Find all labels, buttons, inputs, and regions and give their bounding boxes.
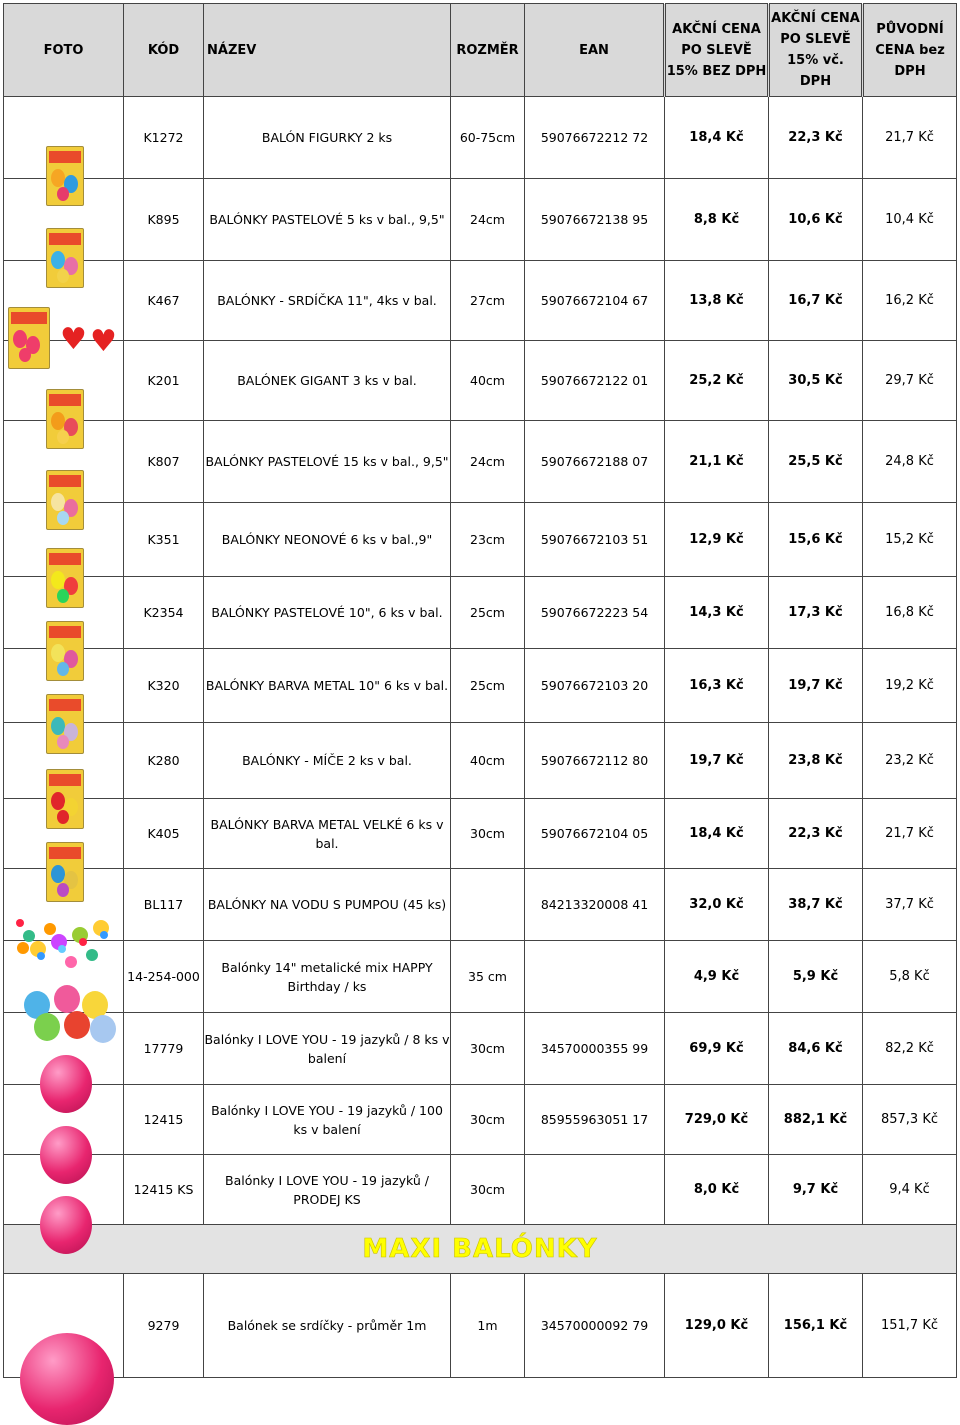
product-code: BL117 (124, 869, 204, 941)
product-code: K807 (124, 421, 204, 503)
price-sale-ex-vat: 18,4 Kč (665, 799, 769, 869)
product-ean (525, 1155, 665, 1225)
product-name: Balónky I LOVE YOU - 19 jazyků / 100 ks v balení (204, 1085, 451, 1155)
price-sale-inc-vat: 15,6 Kč (769, 503, 863, 577)
product-size (451, 869, 525, 941)
section-header-row (4, 1225, 957, 1274)
product-row (4, 869, 957, 941)
product-name: BALÓNKY PASTELOVÉ 10", 6 ks v bal. (204, 577, 451, 649)
price-sale-inc-vat: 84,6 Kč (769, 1013, 863, 1085)
price-sale-inc-vat: 882,1 Kč (769, 1085, 863, 1155)
product-size: 30cm (451, 1013, 525, 1085)
price-sale-ex-vat: 19,7 Kč (665, 723, 769, 799)
price-sale-inc-vat: 156,1 Kč (769, 1274, 863, 1378)
product-row (4, 799, 957, 869)
price-sale-ex-vat: 729,0 Kč (665, 1085, 769, 1155)
price-sale-inc-vat: 17,3 Kč (769, 577, 863, 649)
product-name: BALÓNKY BARVA METAL VELKÉ 6 ks v bal. (204, 799, 451, 869)
product-name: BALÓNKY BARVA METAL 10" 6 ks v bal. (204, 649, 451, 723)
col-akcni-vc-dph: AKČNÍ CENA PO SLEVĚ 15% vč. DPH (769, 4, 863, 97)
product-size: 25cm (451, 577, 525, 649)
col-puvodni: PŮVODNÍ CENA bez DPH (863, 4, 957, 97)
product-row (4, 1274, 957, 1378)
price-sale-ex-vat: 14,3 Kč (665, 577, 769, 649)
product-ean: 59076672188 07 (525, 421, 665, 503)
price-original: 23,2 Kč (863, 723, 957, 799)
product-code: 14-254-000 (124, 941, 204, 1013)
product-size: 24cm (451, 421, 525, 503)
product-size: 30cm (451, 1155, 525, 1225)
price-sale-ex-vat: 13,8 Kč (665, 261, 769, 341)
product-name: Balónky 14" metalické mix HAPPY Birthday / ks (204, 941, 451, 1013)
product-code: K405 (124, 799, 204, 869)
price-sale-ex-vat: 4,9 Kč (665, 941, 769, 1013)
product-size: 35 cm (451, 941, 525, 1013)
product-row (4, 1155, 957, 1225)
product-ean: 59076672104 67 (525, 261, 665, 341)
price-sale-ex-vat: 16,3 Kč (665, 649, 769, 723)
price-original: 82,2 Kč (863, 1013, 957, 1085)
product-name: Balónky I LOVE YOU - 19 jazyků / 8 ks v balení (204, 1013, 451, 1085)
product-code: K201 (124, 341, 204, 421)
product-row (4, 421, 957, 503)
price-sale-ex-vat: 8,0 Kč (665, 1155, 769, 1225)
price-original: 16,8 Kč (863, 577, 957, 649)
product-name: BALÓNKY - SRDÍČKA 11", 4ks v bal. (204, 261, 451, 341)
product-ean: 59076672138 95 (525, 179, 665, 261)
product-ean: 85955963051 17 (525, 1085, 665, 1155)
product-row (4, 179, 957, 261)
product-ean: 59076672122 01 (525, 341, 665, 421)
product-code: 12415 KS (124, 1155, 204, 1225)
product-name: BALÓNKY - MÍČE 2 ks v bal. (204, 723, 451, 799)
product-code: K467 (124, 261, 204, 341)
col-akcni-bez-dph: AKČNÍ CENA PO SLEVĚ 15% BEZ DPH (665, 4, 769, 97)
header-row (4, 4, 957, 97)
heart-balloon-icon: ♥ (90, 323, 117, 359)
price-sale-ex-vat: 8,8 Kč (665, 179, 769, 261)
price-original: 21,7 Kč (863, 799, 957, 869)
product-code: 9279 (124, 1274, 204, 1378)
product-row (4, 1013, 957, 1085)
product-code: K280 (124, 723, 204, 799)
product-row (4, 341, 957, 421)
price-original: 21,7 Kč (863, 97, 957, 179)
price-sale-inc-vat: 9,7 Kč (769, 1155, 863, 1225)
price-sale-inc-vat: 22,3 Kč (769, 799, 863, 869)
product-name: Balónky I LOVE YOU - 19 jazyků / PRODEJ KS (204, 1155, 451, 1225)
col-rozmer: ROZMĚR (451, 4, 525, 97)
product-size: 25cm (451, 649, 525, 723)
product-size: 23cm (451, 503, 525, 577)
product-size: 30cm (451, 1085, 525, 1155)
product-ean: 59076672104 05 (525, 799, 665, 869)
product-row (4, 1085, 957, 1155)
col-kod: KÓD (124, 4, 204, 97)
price-sale-inc-vat: 10,6 Kč (769, 179, 863, 261)
price-original: 151,7 Kč (863, 1274, 957, 1378)
price-original: 10,4 Kč (863, 179, 957, 261)
product-name: BALÓNKY NA VODU S PUMPOU (45 ks) (204, 869, 451, 941)
product-code: 12415 (124, 1085, 204, 1155)
product-ean: 59076672103 51 (525, 503, 665, 577)
price-sale-ex-vat: 21,1 Kč (665, 421, 769, 503)
heart-balloon-icon: ♥ (60, 321, 87, 357)
price-sale-ex-vat: 32,0 Kč (665, 869, 769, 941)
product-size: 1m (451, 1274, 525, 1378)
product-row (4, 649, 957, 723)
product-ean: 34570000092 79 (525, 1274, 665, 1378)
product-name: BALÓN FIGURKY 2 ks (204, 97, 451, 179)
product-code: K320 (124, 649, 204, 723)
product-code: K895 (124, 179, 204, 261)
product-ean: 59076672112 80 (525, 723, 665, 799)
product-ean: 59076672223 54 (525, 577, 665, 649)
price-sale-ex-vat: 12,9 Kč (665, 503, 769, 577)
product-name: BALÓNKY PASTELOVÉ 5 ks v bal., 9,5" (204, 179, 451, 261)
product-ean: 59076672103 20 (525, 649, 665, 723)
product-code: K351 (124, 503, 204, 577)
product-row (4, 503, 957, 577)
price-original: 15,2 Kč (863, 503, 957, 577)
price-sale-inc-vat: 16,7 Kč (769, 261, 863, 341)
product-ean (525, 941, 665, 1013)
price-sale-inc-vat: 5,9 Kč (769, 941, 863, 1013)
price-sale-ex-vat: 18,4 Kč (665, 97, 769, 179)
price-list-table (3, 3, 957, 1378)
col-foto: FOTO (4, 4, 124, 97)
price-sale-ex-vat: 69,9 Kč (665, 1013, 769, 1085)
product-name: Balónek se srdíčky - průměr 1m (204, 1274, 451, 1378)
product-row (4, 577, 957, 649)
product-row (4, 97, 957, 179)
product-row (4, 941, 957, 1013)
product-ean: 84213320008 41 (525, 869, 665, 941)
product-size: 60-75cm (451, 97, 525, 179)
product-row (4, 723, 957, 799)
product-code: K2354 (124, 577, 204, 649)
price-sale-inc-vat: 23,8 Kč (769, 723, 863, 799)
product-size: 40cm (451, 723, 525, 799)
price-sale-ex-vat: 129,0 Kč (665, 1274, 769, 1378)
price-sale-inc-vat: 25,5 Kč (769, 421, 863, 503)
product-size: 40cm (451, 341, 525, 421)
price-original: 29,7 Kč (863, 341, 957, 421)
price-sale-inc-vat: 22,3 Kč (769, 97, 863, 179)
price-sale-ex-vat: 25,2 Kč (665, 341, 769, 421)
price-original: 9,4 Kč (863, 1155, 957, 1225)
product-ean: 59076672212 72 (525, 97, 665, 179)
product-name: BALÓNEK GIGANT 3 ks v bal. (204, 341, 451, 421)
product-code: 17779 (124, 1013, 204, 1085)
col-nazev: NÁZEV (204, 4, 451, 97)
section-title: MAXI BALÓNKY (4, 1225, 957, 1274)
col-ean: EAN (525, 4, 665, 97)
price-original: 19,2 Kč (863, 649, 957, 723)
photo-cell (4, 1274, 124, 1378)
price-sale-inc-vat: 19,7 Kč (769, 649, 863, 723)
price-original: 37,7 Kč (863, 869, 957, 941)
price-original: 16,2 Kč (863, 261, 957, 341)
product-size: 24cm (451, 179, 525, 261)
price-original: 24,8 Kč (863, 421, 957, 503)
product-size: 27cm (451, 261, 525, 341)
price-sale-inc-vat: 38,7 Kč (769, 869, 863, 941)
price-original: 857,3 Kč (863, 1085, 957, 1155)
product-size: 30cm (451, 799, 525, 869)
price-sale-inc-vat: 30,5 Kč (769, 341, 863, 421)
price-original: 5,8 Kč (863, 941, 957, 1013)
product-name: BALÓNKY NEONOVÉ 6 ks v bal.,9" (204, 503, 451, 577)
product-name: BALÓNKY PASTELOVÉ 15 ks v bal., 9,5" (204, 421, 451, 503)
product-code: K1272 (124, 97, 204, 179)
product-ean: 34570000355 99 (525, 1013, 665, 1085)
product-row (4, 261, 957, 341)
photo-cell (4, 97, 124, 179)
